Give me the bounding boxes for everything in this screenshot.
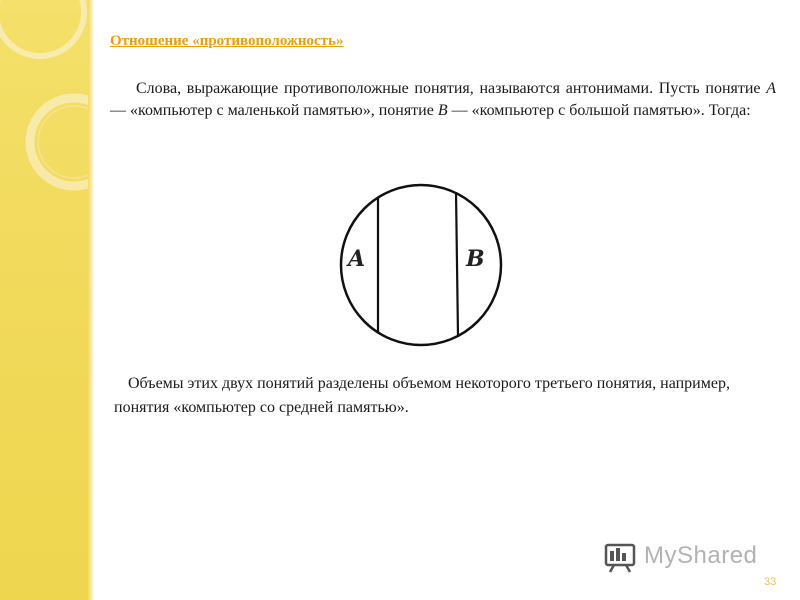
concept-a-ref: A — [766, 80, 776, 97]
intro-paragraph — [110, 78, 776, 122]
page-number: 33 — [764, 576, 777, 588]
sidebar-divider — [88, 0, 94, 600]
intro-text-2: — «компьютер с маленькой памятью», понятие — [110, 102, 438, 119]
decorative-sidebar — [0, 0, 88, 600]
intro-text-1: Слова, выражающие противоположные понятия, называются антонимами. Пусть понятие — [136, 80, 767, 97]
concept-b-ref: B — [437, 102, 448, 119]
intro-text-3: — «компьютер с большой памятью». Тогда: — [447, 102, 751, 119]
slide-title: Отношение «противоположность» — [110, 33, 344, 49]
diagram-label-b: B — [466, 246, 485, 272]
diagram-label-a: A — [348, 246, 366, 272]
conclusion-paragraph: Объемы этих двух понятий разделены объемом некоторого третьего понятия, например, понятия «компьютер со средней памятью». — [114, 375, 730, 416]
myshared-logo — [604, 536, 757, 576]
logo-text: MyShared — [644, 542, 758, 569]
decorative-ring-icon — [0, 0, 88, 600]
opposition-diagram — [336, 180, 506, 350]
myshared-logo-icon — [604, 539, 638, 573]
